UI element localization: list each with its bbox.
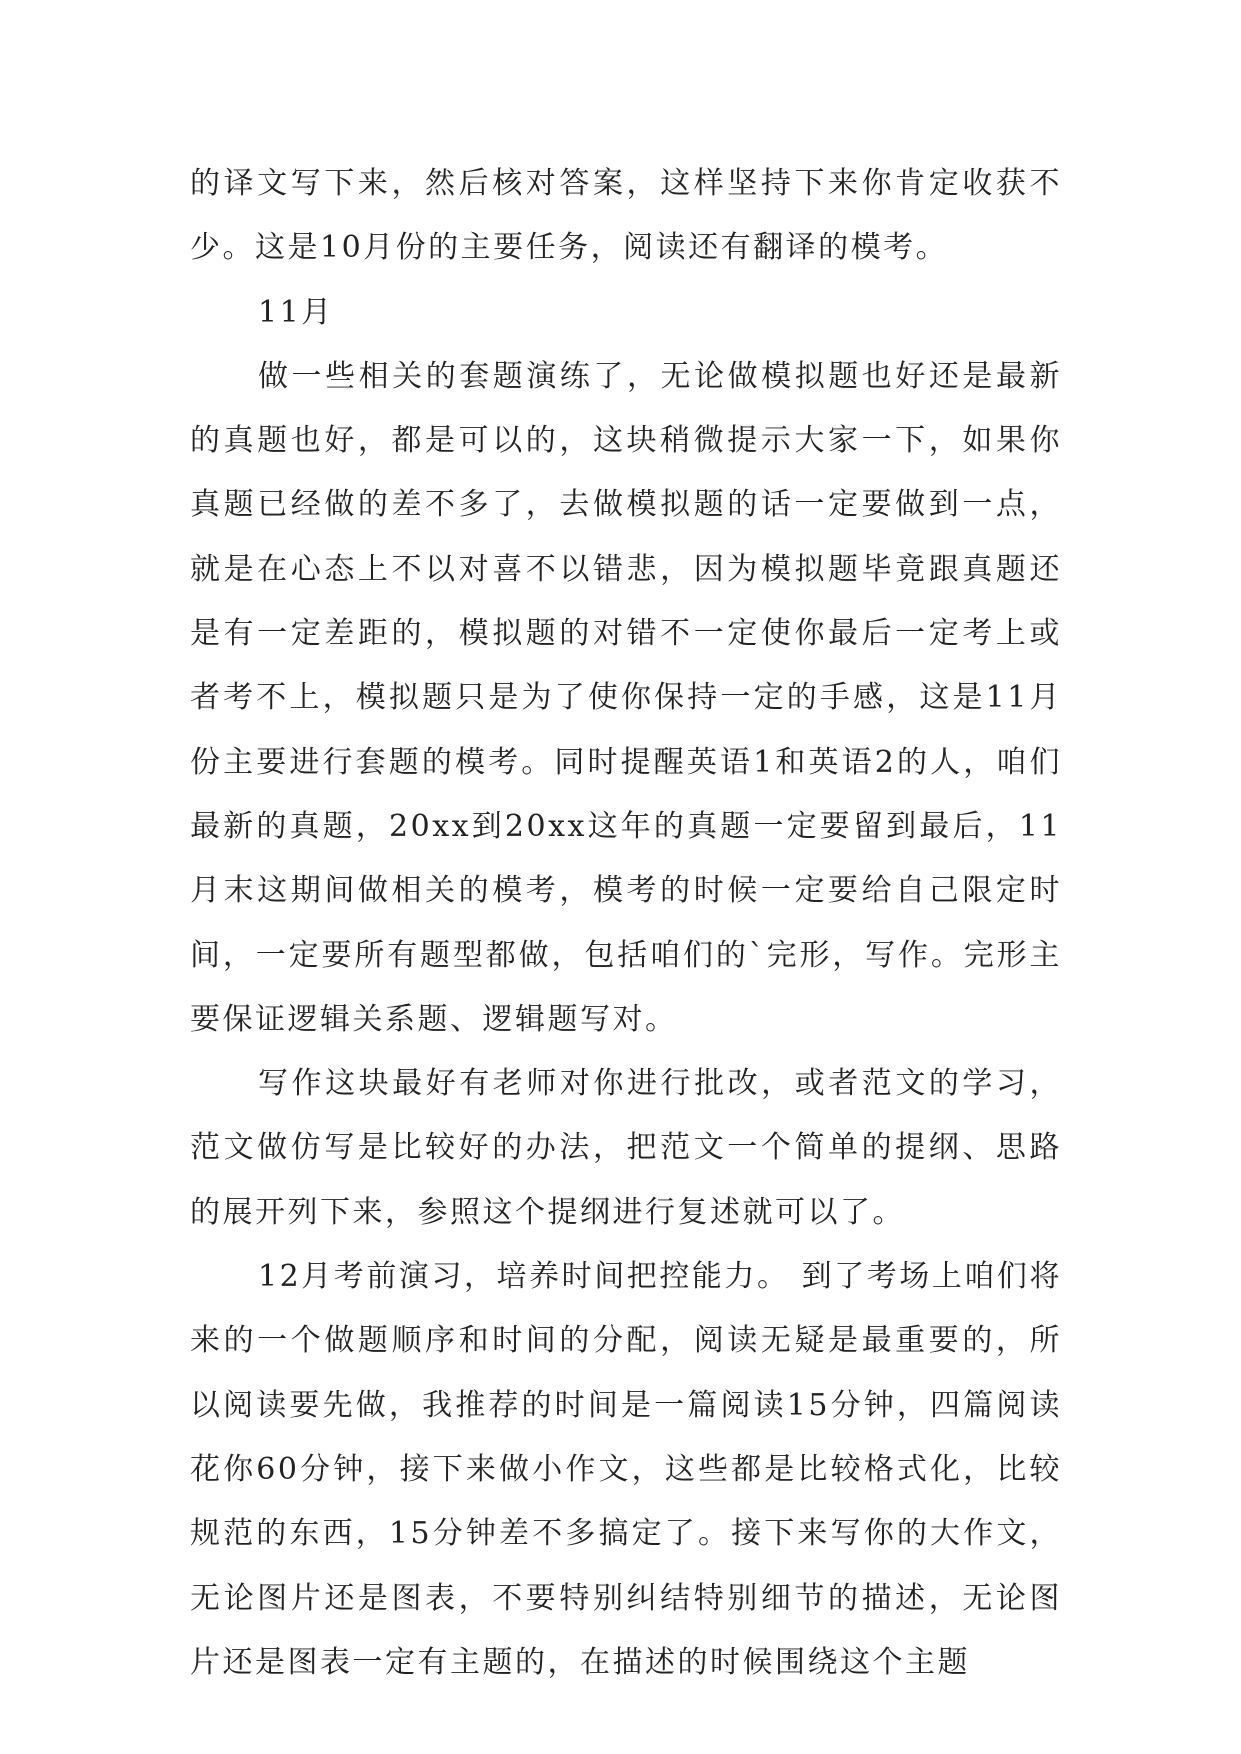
paragraph-5: 12月考前演习，培养时间把控能力。 到了考场上咱们将来的一个做题顺序和时间的分配，阅读无疑是最重要的，所以阅读要先做，我推荐的时间是一篇阅读15分钟，四篇阅读花你60分钟，接下来做小作文，这些都是比较格式化，比较规范的东西，15分钟差不多搞定了。接下来写你的大作文，无论图片还是图表，不要特别纠结特别细节的描述，无论图片还是图表一定有主题的，在描述的时候围绕这个主题 <box>190 1259 1062 1680</box>
paragraph-4: 写作这块最好有老师对你进行批改，或者范文的学习，范文做仿写是比较好的办法，把范文一个简单的提纲、思路的展开列下来，参照这个提纲进行复述就可以了。 <box>190 1066 1062 1230</box>
paragraph-3: 做一些相关的套题演练了，无论做模拟题也好还是最新的真题也好，都是可以的，这块稍微提示大家一下，如果你真题已经做的差不多了，去做模拟题的话一定要做到一点，就是在心态上不以对喜不以错悲，因为模拟题毕竟跟真题还是有一定差距的，模拟题的对错不一定使你最后一定考上或者考不上，模拟题只是为了使你保持一定的手感，这是11月份主要进行套题的模考。同时提醒英语1和英语2的人，咱们最新的真题，20xx到20xx这年的真题一定要留到最后，11月末这期间做相关的模考，模考的时候一定要给自己限定时间，一定要所有题型都做，包括咱们的`完形，写作。完形主要保证逻辑关系题、逻辑题写对。 <box>190 358 1062 1037</box>
paragraph-2-heading: 11月 <box>258 294 334 330</box>
paragraph-1: 的译文写下来，然后核对答案，这样坚持下来你肯定收获不少。这是10月份的主要任务，阅读还有翻译的模考。 <box>190 166 1062 266</box>
document-body <box>190 152 1062 1695</box>
